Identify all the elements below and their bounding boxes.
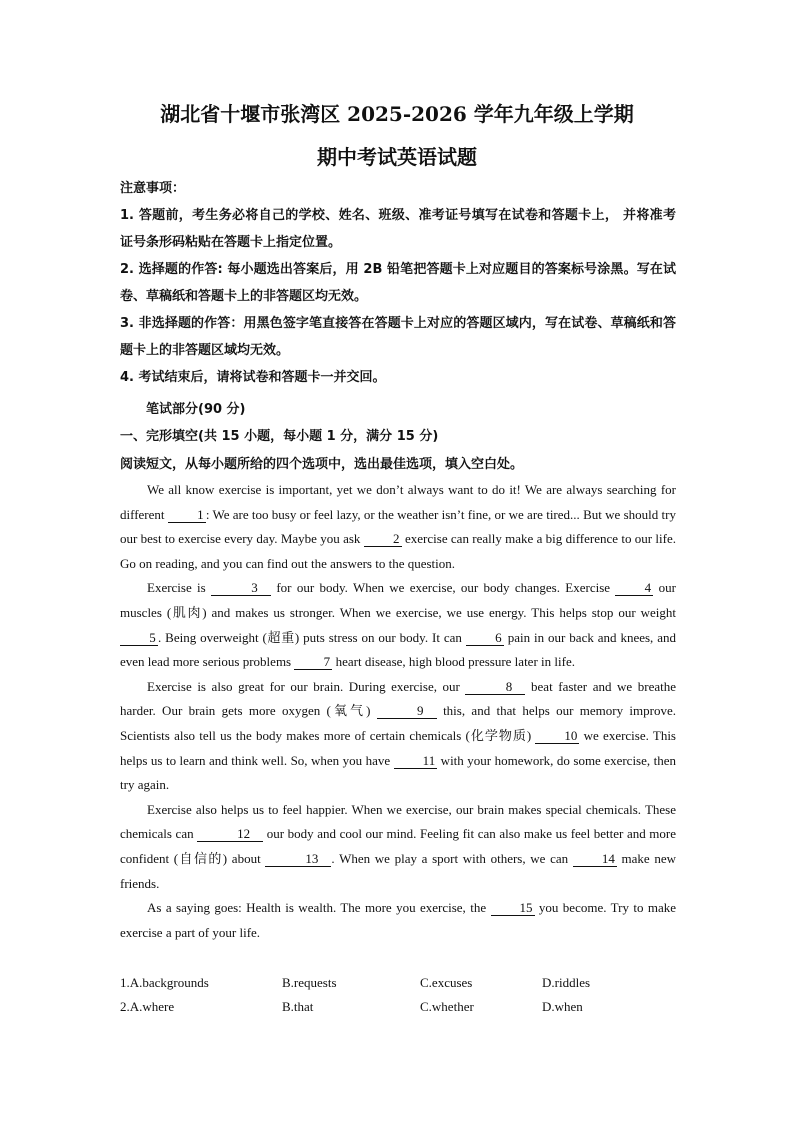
blank-6: 6 <box>466 630 504 646</box>
passage-text: you become. Try to make exercise a part of your life. <box>120 900 676 940</box>
passage-text: make new friends. <box>120 850 677 891</box>
passage-text: our body and cool our mind. Feeling fit can also make us feel better and more confident (自信的) about <box>120 826 676 866</box>
passage-text: exercise can really make a big difference to our life. Go on reading, and you can find out the answers to the question. <box>120 531 676 571</box>
passage-paragraph-4 <box>120 798 676 896</box>
passage-text: We all know exercise is important, yet we don’t always want to do it! We are always searching for different <box>120 482 676 522</box>
passage-paragraph-5 <box>120 896 676 945</box>
blank-2: 2 <box>364 531 402 547</box>
blank-7: 7 <box>294 654 332 670</box>
blank-10: 10 <box>535 728 579 744</box>
blank-11: 11 <box>394 753 438 769</box>
option-1a: 1.A.backgrounds <box>120 975 209 990</box>
passage-paragraph-1 <box>120 478 676 576</box>
passage-text: As a saying goes: Health is wealth. The more you exercise, the <box>147 900 491 916</box>
passage-text: beat faster and we breathe harder. Our brain gets more oxygen (氧气) <box>120 678 677 719</box>
option-1c: C.excuses <box>420 975 473 990</box>
passage-text: for our body. When we exercise, our body changes. Exercise <box>271 580 616 596</box>
section1-title: 一、完形填空(共 15 小题，每小题 1 分，满分 15 分) <box>120 429 439 444</box>
blank-9: 9 <box>377 703 437 719</box>
blank-5: 5 <box>120 630 158 646</box>
notice-item-2: 2. 选择题的作答: 每小题选出答案后，用 2B 铅笔把答题卡上对应题目的答案标号涂黑。写在试卷、草稿纸和答题卡上的非答题区均无效。 <box>120 262 676 304</box>
passage-text: our muscles (肌肉) and makes us stronger. When we exercise, we use energy. This helps stop our weight <box>120 580 676 620</box>
notice-item-1: 1. 答题前，考生务必将自己的学校、姓名、班级、准考证号填写在试卷和答题卡上， 并将准考证号条形码粘贴在答题卡上指定位置。 <box>120 208 676 250</box>
option-2b: B.that <box>282 999 314 1014</box>
passage-text: . Being overweight (超重) puts stress on our body. It can <box>158 629 466 645</box>
option-2a: 2.A.where <box>120 999 175 1014</box>
passage-text: Exercise also helps us to feel happier. When we exercise, our brain makes special chemicals. These chemicals can <box>120 801 676 842</box>
notice-item-4: 4. 考试结束后，请将试卷和答题卡一并交回。 <box>120 370 386 385</box>
blank-4: 4 <box>615 580 653 596</box>
exam-title-line2: 期中考试英语试题 <box>317 145 477 169</box>
blank-12: 12 <box>197 826 263 842</box>
notice-item-3: 3. 非选择题的作答：用黑色签字笔直接答在答题卡上对应的答题区域内，写在试卷、草稿纸和答题卡上的非答题区域均无效。 <box>120 316 676 358</box>
exam-title-line1: 湖北省十堰市张湾区 2025-2026 学年九年级上学期 <box>160 102 634 126</box>
blank-8: 8 <box>465 679 525 695</box>
blank-3: 3 <box>211 580 271 596</box>
passage-text: heart disease, high blood pressure later in life. <box>332 654 575 670</box>
blank-14: 14 <box>573 851 617 867</box>
option-2d: D.when <box>542 999 583 1014</box>
passage-text: we exercise. This helps us to learn and think well. So, when you have <box>120 727 676 768</box>
cloze-passage <box>120 478 676 945</box>
notice-section <box>120 175 676 391</box>
question-2-options <box>120 999 680 1023</box>
passage-text: Exercise is <box>147 580 212 596</box>
passage-text: with your homework, do some exercise, then try again. <box>120 752 676 793</box>
section1-instruction: 阅读短文，从每小题所给的四个选项中，选出最佳选项，填入空白处。 <box>120 457 524 472</box>
passage-paragraph-2 <box>120 576 676 674</box>
notice-heading: 注意事项： <box>120 181 186 196</box>
passage-text: this, and that helps our memory improve. Scientists also tell us the body makes more of certain chemicals (化学物质) <box>120 703 676 743</box>
option-1d: D.riddles <box>542 975 591 990</box>
answer-options <box>120 975 680 1023</box>
blank-1: 1 <box>168 507 206 523</box>
passage-text: Exercise is also great for our brain. During exercise, our <box>147 678 466 694</box>
passage-text: . When we play a sport with others, we can <box>331 850 573 866</box>
option-1b: B.requests <box>282 975 337 990</box>
passage-paragraph-3 <box>120 675 676 798</box>
passage-text: pain in our back and knees, and even lead more serious problems <box>120 629 676 670</box>
written-part-heading: 笔试部分(90 分) <box>146 402 246 417</box>
option-2c: C.whether <box>420 999 474 1014</box>
question-1-options <box>120 975 680 999</box>
blank-13: 13 <box>265 851 331 867</box>
passage-text: : We are too busy or feel lazy, or the weather isn’t fine, or we are tired... But we should try our best to exercise every day. Maybe you ask <box>120 506 676 547</box>
blank-15: 15 <box>491 900 535 916</box>
